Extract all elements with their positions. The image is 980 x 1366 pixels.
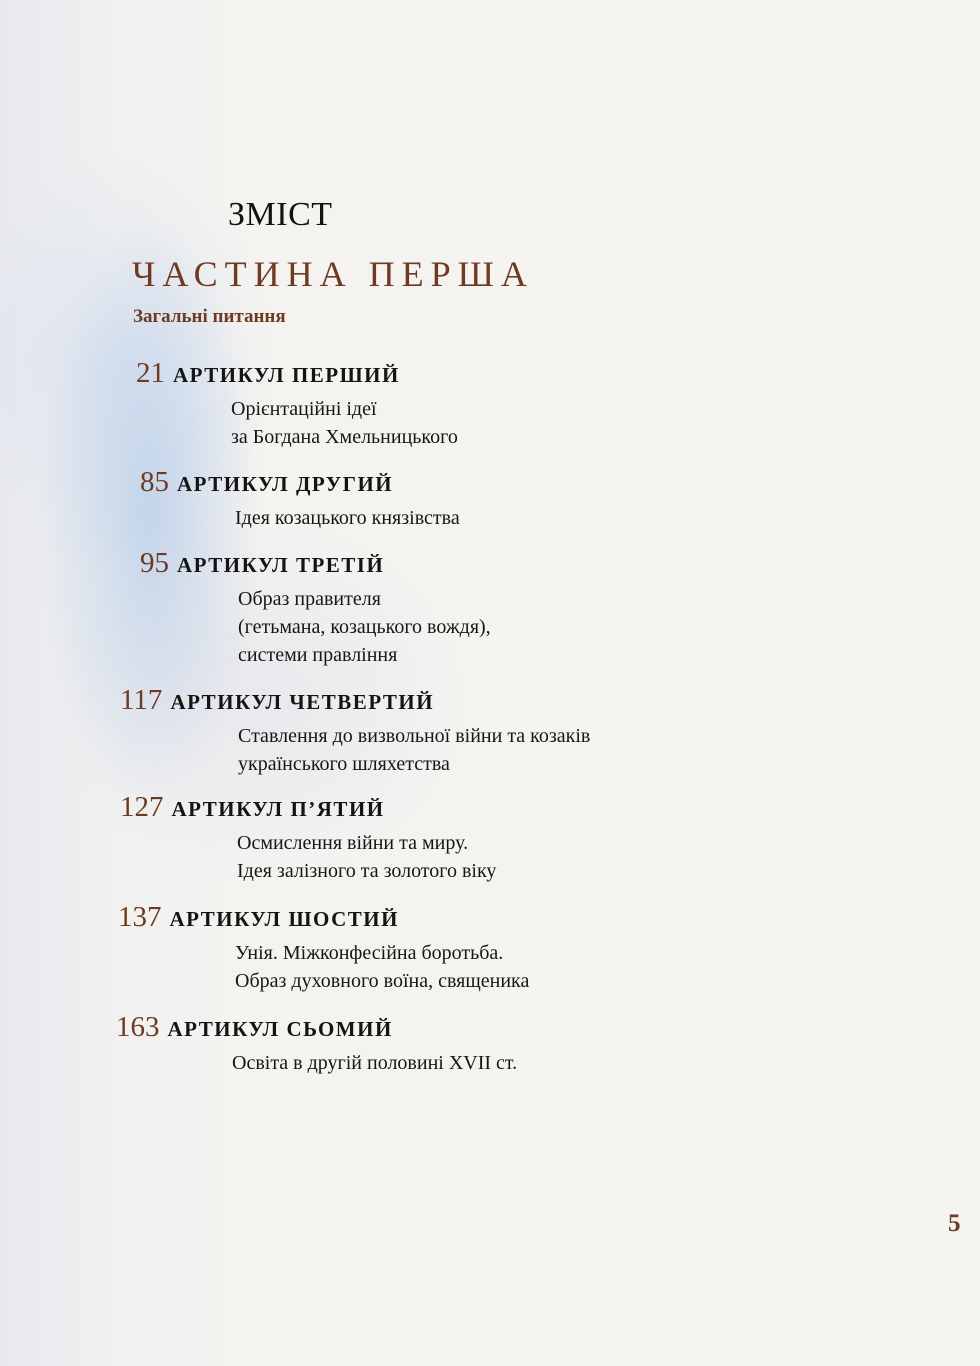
page-number: 5	[948, 1210, 961, 1237]
toc-entry-head	[118, 900, 529, 939]
toc-entry-page-number: 95	[140, 547, 169, 579]
toc-entry-desc-line: (гетьмана, козацького вождя),	[238, 616, 491, 638]
toc-entry-desc-line: Унія. Міжконфесійна боротьба.	[235, 942, 504, 964]
toc-entry-desc-line: Освіта в другій половині XVII ст.	[232, 1052, 518, 1074]
toc-heading: ЗМІСТ	[228, 196, 333, 233]
toc-entry-3	[140, 546, 491, 669]
toc-entry-title: АРТИКУЛ ЧЕТВЕРТИЙ	[170, 690, 435, 714]
toc-entry-desc-line: Орієнтаційні ідеї	[231, 398, 377, 420]
toc-entry-1	[136, 356, 458, 451]
toc-entry-desc-line: Ставлення до визвольної війни та козаків	[238, 725, 591, 747]
toc-entry-head	[120, 683, 590, 722]
toc-entry-2	[140, 465, 460, 532]
toc-entry-page-number: 163	[116, 1011, 160, 1043]
part-subtitle: Загальні питання	[133, 306, 286, 327]
toc-entry-5	[120, 790, 496, 885]
toc-entry-title: АРТИКУЛ П’ЯТИЙ	[171, 797, 385, 821]
toc-entry-head	[140, 546, 491, 585]
toc-entry-desc-line: Осмислення війни та миру.	[237, 832, 469, 854]
toc-entry-title: АРТИКУЛ ПЕРШИЙ	[173, 363, 400, 387]
toc-entry-page-number: 21	[136, 357, 165, 389]
toc-entry-desc-line: Ідея козацького князівства	[235, 507, 460, 529]
toc-entry-desc-line: Образ духовного воїна, священика	[235, 970, 530, 992]
toc-entry-title: АРТИКУЛ СЬОМИЙ	[167, 1017, 393, 1041]
toc-entry-page-number: 85	[140, 466, 169, 498]
toc-entry-desc-line: системи правління	[238, 644, 398, 666]
toc-entry-desc-line: Образ правителя	[238, 588, 381, 610]
toc-entry-page-number: 117	[120, 684, 163, 716]
toc-entry-head	[120, 790, 496, 829]
toc-entry-head	[116, 1010, 517, 1049]
toc-entry-head	[140, 465, 460, 504]
toc-entry-desc-line: Ідея залізного та золотого віку	[237, 860, 497, 882]
toc-entry-desc-line: українського шляхетства	[238, 753, 450, 775]
toc-entry-7	[116, 1010, 517, 1077]
toc-entry-4	[120, 683, 590, 778]
toc-entry-6	[118, 900, 529, 995]
part-title: ЧАСТИНА ПЕРША	[132, 254, 534, 294]
toc-entry-page-number: 137	[118, 901, 162, 933]
toc-entry-page-number: 127	[120, 791, 164, 823]
toc-entry-title: АРТИКУЛ ТРЕТІЙ	[177, 553, 385, 577]
toc-entry-desc-line: за Богдана Хмельницького	[231, 426, 458, 448]
toc-entry-head	[136, 356, 458, 395]
toc-entry-title: АРТИКУЛ ДРУГИЙ	[177, 472, 394, 496]
toc-entry-title: АРТИКУЛ ШОСТИЙ	[169, 907, 399, 931]
